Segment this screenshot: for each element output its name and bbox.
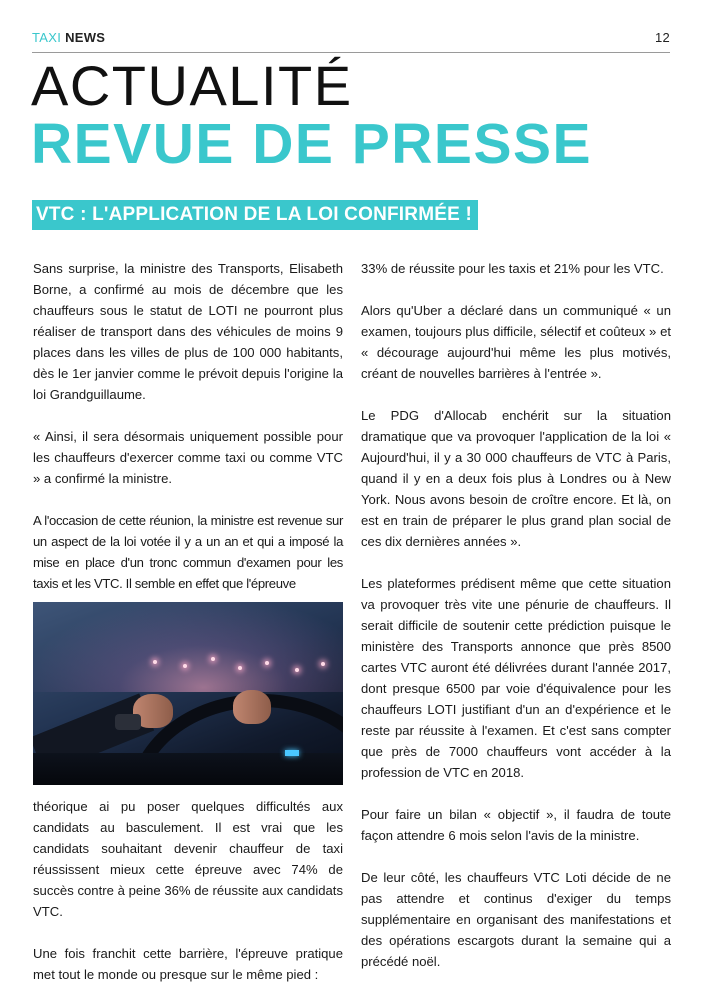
bokeh-light bbox=[265, 661, 269, 665]
paragraph: Les plateformes prédisent même que cette situation va provoquer très vite une pénurie de chauffeurs. Il serait difficile de soutenir cette prédiction puisque le ministère des Transports annonce que près 8500 cartes VTC auront été délivrées durant l'année 2017, dont presque 6500 par voie d'équivalence pour les chauffeurs LOTI justifiant d'un an d'expérience et le reste par réussite à l'examen. Et c'est sans compter que près de 7000 chauffeurs vont accéder à la profession de VTC en 2018. bbox=[361, 576, 671, 780]
paragraph: « Ainsi, il sera désormais uniquement possible pour les chauffeurs d'exercer comme taxi ou comme VTC » a confirmé la ministre. bbox=[33, 429, 343, 486]
driver-hand bbox=[233, 690, 271, 724]
article-subhead: VTC : L'APPLICATION DE LA LOI CONFIRMÉE ! bbox=[32, 200, 478, 230]
paragraph: De leur côté, les chauffeurs VTC Loti décide de ne pas attendre et continus d'exiger du temps supplémentaire en organisant des manifestations et des opérations escargots durant la semaine qui a précédé noël. bbox=[361, 870, 671, 969]
paragraph: A l'occasion de cette réunion, la ministre est revenue sur un aspect de la loi votée il y a un an et qui a imposé la mise en place d'un tronc commun d'examen pour les taxis et les VTC. Il semble en effet que l'épreuve bbox=[33, 513, 343, 591]
bokeh-light bbox=[321, 662, 325, 666]
column-right bbox=[361, 258, 671, 993]
bokeh-light bbox=[211, 657, 215, 661]
city-lights-glow bbox=[33, 602, 343, 692]
paragraph: Une fois franchit cette barrière, l'épreuve pratique met tout le monde ou presque sur le même pied : bbox=[33, 946, 343, 982]
page-number: 12 bbox=[654, 30, 670, 45]
brand-taxi: TAXI bbox=[32, 30, 62, 45]
headline: REVUE DE PRESSE bbox=[31, 112, 592, 176]
bokeh-light bbox=[183, 664, 187, 668]
dashboard-light bbox=[285, 750, 299, 756]
driver-photo bbox=[33, 602, 343, 785]
column-left bbox=[33, 258, 343, 1006]
wrist-watch bbox=[115, 714, 141, 730]
bokeh-light bbox=[238, 666, 242, 670]
paragraph: 33% de réussite pour les taxis et 21% pour les VTC. bbox=[361, 261, 664, 276]
paragraph: Le PDG d'Allocab enchérit sur la situation dramatique que va provoquer l'application de la loi « Aujourd'hui, il y a 30 000 chauffeurs de VTC à Paris, quand il y en a deux fois plus à Londres ou à New York. Nous avons besoin de croître encore. Et là, on est en train de préparer le plus grand plan social de ces dix dernières années ». bbox=[361, 408, 671, 549]
bokeh-light bbox=[153, 660, 157, 664]
paragraph: théorique ai pu poser quelques difficultés aux candidats au basculement. Il est vrai que les candidats souhaitant devenir chauffeur de taxi réussissent mieux cette épreuve avec 74% de succès contre à peine 36% de réussite aux candidats VTC. bbox=[33, 799, 343, 919]
paragraph: Alors qu'Uber a déclaré dans un communiqué « un examen, toujours plus difficile, sélectif et coûteux » et « décourage aujourd'hui même les plus motivés, créant de nouvelles barrières à l'entrée ». bbox=[361, 303, 671, 381]
paragraph: Sans surprise, la ministre des Transports, Elisabeth Borne, a confirmé au mois de décembre que les chauffeurs sous le statut de LOTI ne pourront plus réaliser de transport dans des véhicules de moins 9 places dans les villes de plus de 100 000 habitants, dès le 1er janvier comme le prévoit depuis l'origine la loi Grandguillaume. bbox=[33, 261, 343, 402]
paragraph: Pour faire un bilan « objectif », il faudra de toute façon attendre 6 mois selon l'avis de la ministre. bbox=[361, 807, 671, 843]
brand-news: NEWS bbox=[65, 30, 106, 45]
section-kicker: ACTUALITÉ bbox=[31, 54, 353, 117]
dashboard bbox=[33, 753, 343, 785]
page-header bbox=[32, 30, 670, 53]
bokeh-light bbox=[295, 668, 299, 672]
